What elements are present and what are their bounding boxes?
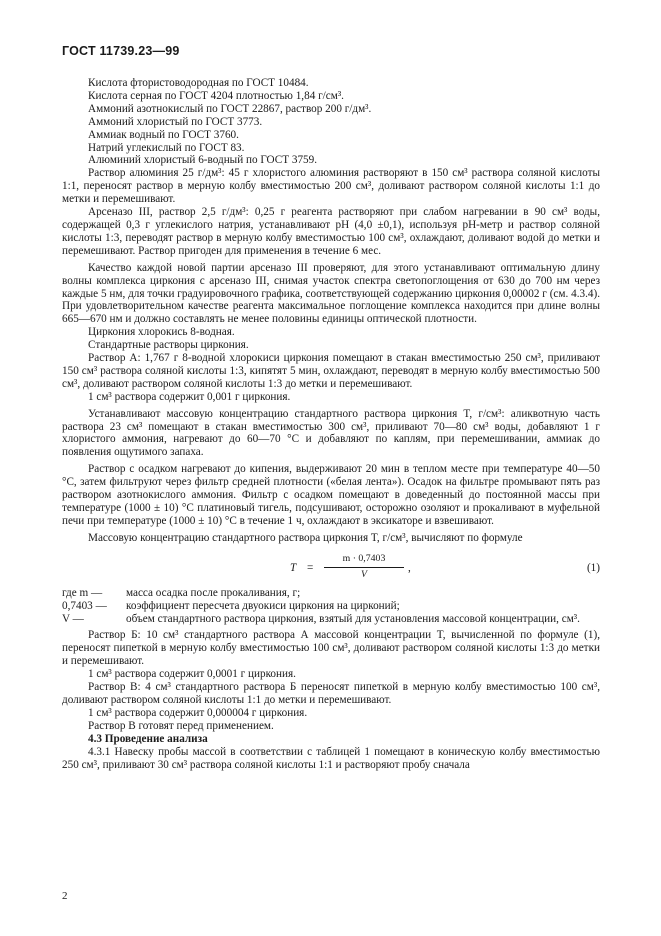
paragraph: 1 см³ раствора содержит 0,001 г циркония. bbox=[88, 390, 291, 403]
where-description: коэффициент пересчета двуокиси циркония на цирконий; bbox=[126, 599, 400, 612]
paragraph: Арсеназо III, раствор 2,5 г/дм³: 0,25 г реагента растворяют при слабом нагревании в 90 см³ воды, содержащей 0,3 г углекислого натрия, устанавливают pH (4,0 ±0,1), используя pH-метр и раствор соляной кислоты 1:3, переводят раствор в мерную колбу вместимостью 100 см³, охлаждают, доливают водой до метки и перемешивают. Раствор пригоден для применения в течение 6 мес. bbox=[62, 206, 600, 257]
paragraph: Циркония хлорокись 8-водная. bbox=[88, 326, 235, 339]
where-item bbox=[62, 600, 600, 613]
paragraph: 1 см³ раствора содержит 0,000004 г циркония. bbox=[88, 706, 308, 719]
where-description: объем стандартного раствора циркония, взятый для установления массовой концентрации, см³. bbox=[126, 612, 580, 625]
paragraph: Раствор Б: 10 см³ стандартного раствора А массовой концентрации T, вычисленной по формуле (1), переносят пипеткой в мерную колбу вместимостью 100 см³, доливают раствором соляной кислоты 1:3 до метки и перемешивают. bbox=[62, 629, 600, 668]
formula-fraction bbox=[324, 553, 404, 582]
paragraph: Массовую концентрацию стандартного раствора циркония T, г/см³, вычисляют по формуле bbox=[88, 531, 523, 544]
formula-number: (1) bbox=[586, 561, 600, 574]
paragraph: 4.3.1 Навеску пробы массой в соответствии с таблицей 1 помещают в коническую колбу вместимостью 250 см³, приливают 30 см³ раствора соляной кислоты 1:1 и растворяют пробу сначала bbox=[62, 745, 600, 771]
paragraph: Аммиак водный по ГОСТ 3760. bbox=[88, 128, 239, 141]
paragraph: Раствор А: 1,767 г 8-водной хлорокиси циркония помещают в стакан вместимостью 250 см³, приливают 150 см³ раствора соляной кислоты 1:3, кипятят 5 мин, охлаждают, переводят в мерную колбу вместимостью 500 см³, доливают раствором соляной кислоты 1:3 до метки и перемешивают. bbox=[62, 352, 600, 390]
where-description: масса осадка после прокаливания, г; bbox=[126, 586, 301, 599]
paragraph: Качество каждой новой партии арсеназо III проверяют, для этого устанавливают оптимальную длину волны комплекса циркония с арсеназо III, снимая участок спектра светопоглощения от 630 до 700 нм через каждые 5 нм, для точки градуировочного графика, соответствующей содержанию циркония 0,00002 г (см. 4.3.4). При удовлетворительном качестве реагента максимальное поглощение комплекса находится при длине волны 665—670 нм и должно составлять не менее половины единицы оптической плотности. bbox=[62, 261, 600, 326]
paragraph: Аммоний хлористый по ГОСТ 3773. bbox=[88, 115, 263, 128]
where-item bbox=[62, 613, 600, 626]
section-title: Проведение анализа bbox=[104, 732, 208, 745]
section-number: 4.3 bbox=[88, 732, 102, 745]
paragraph: Стандартные растворы циркония. bbox=[88, 339, 249, 352]
paragraph: 1 см³ раствора содержит 0,0001 г циркония. bbox=[88, 668, 296, 681]
document-body bbox=[62, 77, 600, 771]
paragraph: Кислота серная по ГОСТ 4204 плотностью 1,84 г/см³. bbox=[88, 89, 344, 102]
page-number: 2 bbox=[62, 890, 68, 902]
paragraph: Кислота фтористоводородная по ГОСТ 10484. bbox=[88, 77, 309, 89]
where-symbol: V — bbox=[62, 612, 84, 625]
paragraph: Раствор с осадком нагревают до кипения, выдерживают 20 мин в теплом месте при температуре 40—50 °С, затем фильтруют через фильтр средней плотности («белая лента»). Осадок на фильтре промывают пять раз раствором азотнокислого аммония. Фильтр с осадком помещают в доведенный до постоянной массы при температуре (1000 ± 10) °С платиновый тигель, подсушивают, осторожно озоляют и прокаливают в муфельной печи при температуре (1000 ± 10) °С в течение 1 ч, охлаждают в эксикаторе и взвешивают. bbox=[62, 463, 600, 527]
formula-lhs: T bbox=[290, 561, 297, 574]
where-symbol: 0,7403 — bbox=[62, 599, 107, 612]
paragraph: Раствор алюминия 25 г/дм³: 45 г хлористого алюминия растворяют в 150 см³ раствора соляной кислоты 1:1, переносят раствор в мерную колбу вместимостью 200 см³, доливают раствором соляной кислоты 1:1 до метки и перемешивают. bbox=[62, 167, 600, 206]
formula-denominator: V bbox=[361, 568, 367, 580]
formula bbox=[62, 553, 600, 583]
formula-equals: = bbox=[307, 561, 314, 574]
paragraph: Натрий углекислый по ГОСТ 83. bbox=[88, 141, 245, 154]
paragraph: Устанавливают массовую концентрацию стандартного раствора циркония T, г/см³: аликвотную часть раствора 23 см³ помещают в стакан вместимостью 300 см³, приливают 70—80 см³ воды, добавляют 1 г хлористого аммония, нагревают до 60—70 °С и добавляют по каплям, при перемешивании, аммиак до появления ощутимого запаха. bbox=[62, 407, 600, 459]
where-item bbox=[62, 587, 600, 600]
section-heading bbox=[62, 733, 600, 746]
paragraph: Алюминий хлористый 6-водный по ГОСТ 3759. bbox=[88, 154, 318, 167]
formula-comma: , bbox=[408, 561, 411, 574]
paragraph: Раствор В: 4 см³ стандартного раствора Б переносят пипеткой в мерную колбу вместимостью 100 см³, доливают раствором соляной кислоты 1:1 до метки и перемешивают. bbox=[62, 681, 600, 706]
document-header: ГОСТ 11739.23—99 bbox=[62, 44, 180, 58]
formula-numerator: m · 0,7403 bbox=[324, 553, 404, 568]
paragraph: Аммоний азотнокислый по ГОСТ 22867, раствор 200 г/дм³. bbox=[88, 102, 372, 115]
where-symbol: где m — bbox=[62, 586, 103, 599]
paragraph: Раствор В готовят перед применением. bbox=[88, 719, 274, 732]
